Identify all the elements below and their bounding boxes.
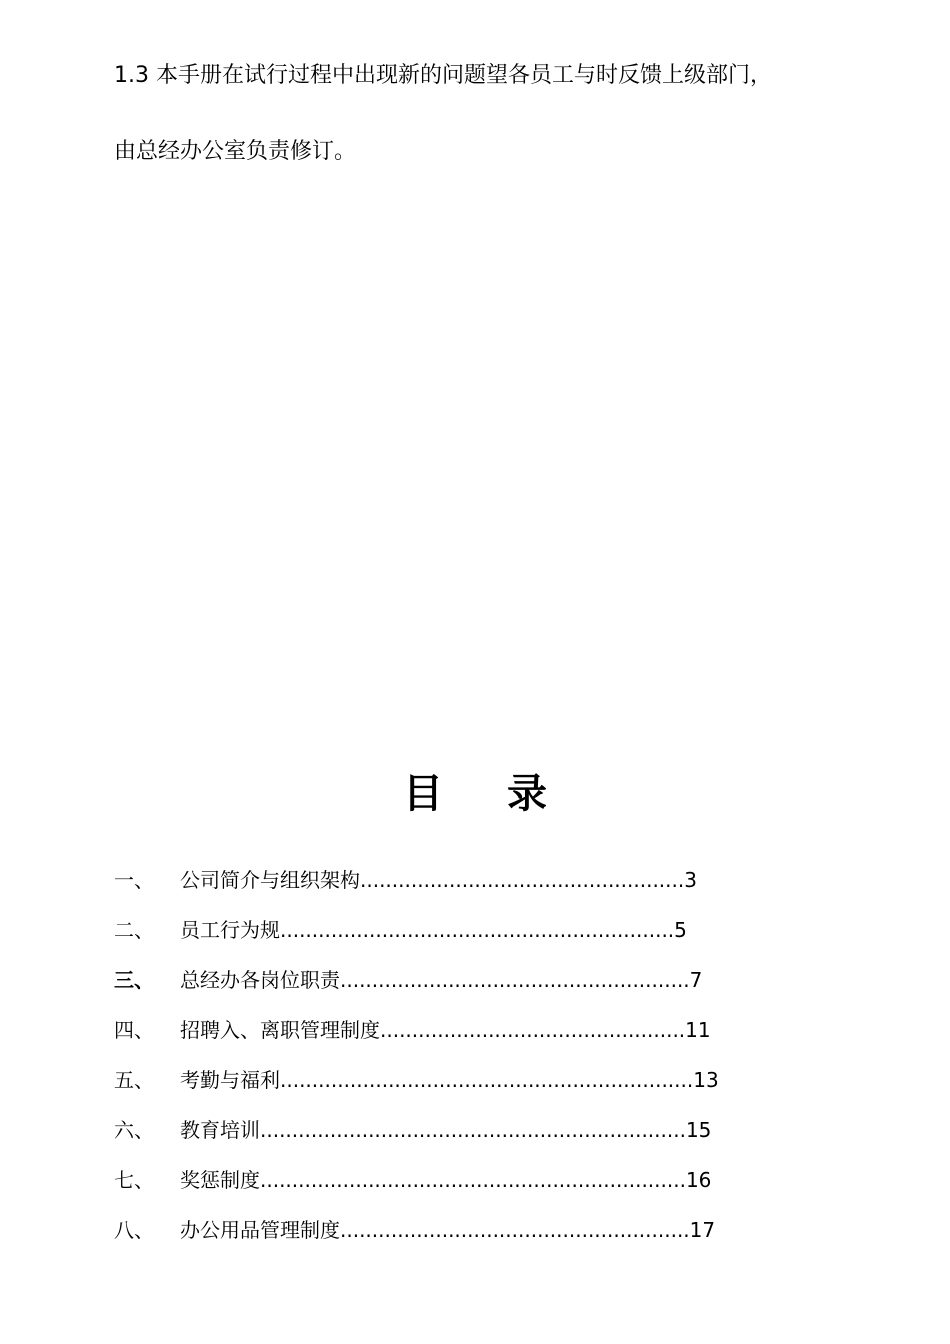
toc-entry-title: 公司简介与组织架构 xyxy=(180,868,360,892)
toc-dot-leader: ................................................................... xyxy=(260,1168,686,1192)
toc-entry-number: 一、 xyxy=(114,868,154,892)
toc-entry-number: 五、 xyxy=(114,1068,154,1092)
toc-dot-leader: ....................................................... xyxy=(340,1218,690,1242)
paragraph-line-2: 由总经办公室负责修订。 xyxy=(114,139,357,164)
toc-entry-number: 八、 xyxy=(114,1218,154,1242)
toc-entry-number: 三、 xyxy=(114,968,154,992)
toc-entry-title: 奖惩制度 xyxy=(180,1168,260,1192)
toc-entry-number: 六、 xyxy=(114,1118,154,1142)
toc-entry-number: 四、 xyxy=(114,1018,154,1042)
toc-entry-title: 教育培训 xyxy=(180,1118,260,1142)
toc-entry[interactable] xyxy=(114,966,814,1016)
toc-dot-leader: .............................................................. xyxy=(280,918,675,942)
toc-dot-leader: ................................................... xyxy=(360,868,685,892)
toc-entry[interactable] xyxy=(114,1166,814,1216)
toc-page-number: 15 xyxy=(685,1118,712,1142)
toc-page-number: 13 xyxy=(693,1068,719,1092)
toc-page-number: 7 xyxy=(689,968,703,992)
toc-dot-leader: ................................................ xyxy=(380,1018,686,1042)
toc-page-number: 5 xyxy=(674,918,687,942)
toc-page-number: 16 xyxy=(685,1168,712,1192)
toc-entry[interactable] xyxy=(114,1066,814,1116)
toc-title: 目录 xyxy=(403,771,611,817)
toc-entry-title: 办公用品管理制度 xyxy=(180,1218,340,1242)
toc-entry-title: 总经办各岗位职责 xyxy=(180,968,340,992)
toc-entry-title: 招聘入、离职管理制度 xyxy=(180,1018,380,1042)
toc-page-number: 17 xyxy=(689,1218,716,1242)
toc-dot-leader: ................................................................. xyxy=(280,1068,694,1092)
toc-dot-leader: ....................................................... xyxy=(340,968,690,992)
toc-entry[interactable] xyxy=(114,1016,814,1066)
toc-entry-title: 员工行为规 xyxy=(180,918,280,942)
toc-page-number: 3 xyxy=(684,868,697,892)
toc-entry-title: 考勤与福利 xyxy=(180,1068,280,1092)
toc-dot-leader: ................................................................... xyxy=(260,1118,686,1142)
toc-entry[interactable] xyxy=(114,1216,814,1266)
toc-entry-number: 七、 xyxy=(114,1168,154,1192)
table-of-contents xyxy=(114,866,814,1266)
toc-page-number: 11 xyxy=(685,1018,711,1042)
paragraph-line-1: 1.3 本手册在试行过程中出现新的问题望各员工与时反馈上级部门， xyxy=(114,63,772,88)
toc-entry[interactable] xyxy=(114,916,814,966)
toc-entry[interactable] xyxy=(114,866,814,916)
toc-entry[interactable] xyxy=(114,1116,814,1166)
toc-entry-number: 二、 xyxy=(114,918,154,942)
